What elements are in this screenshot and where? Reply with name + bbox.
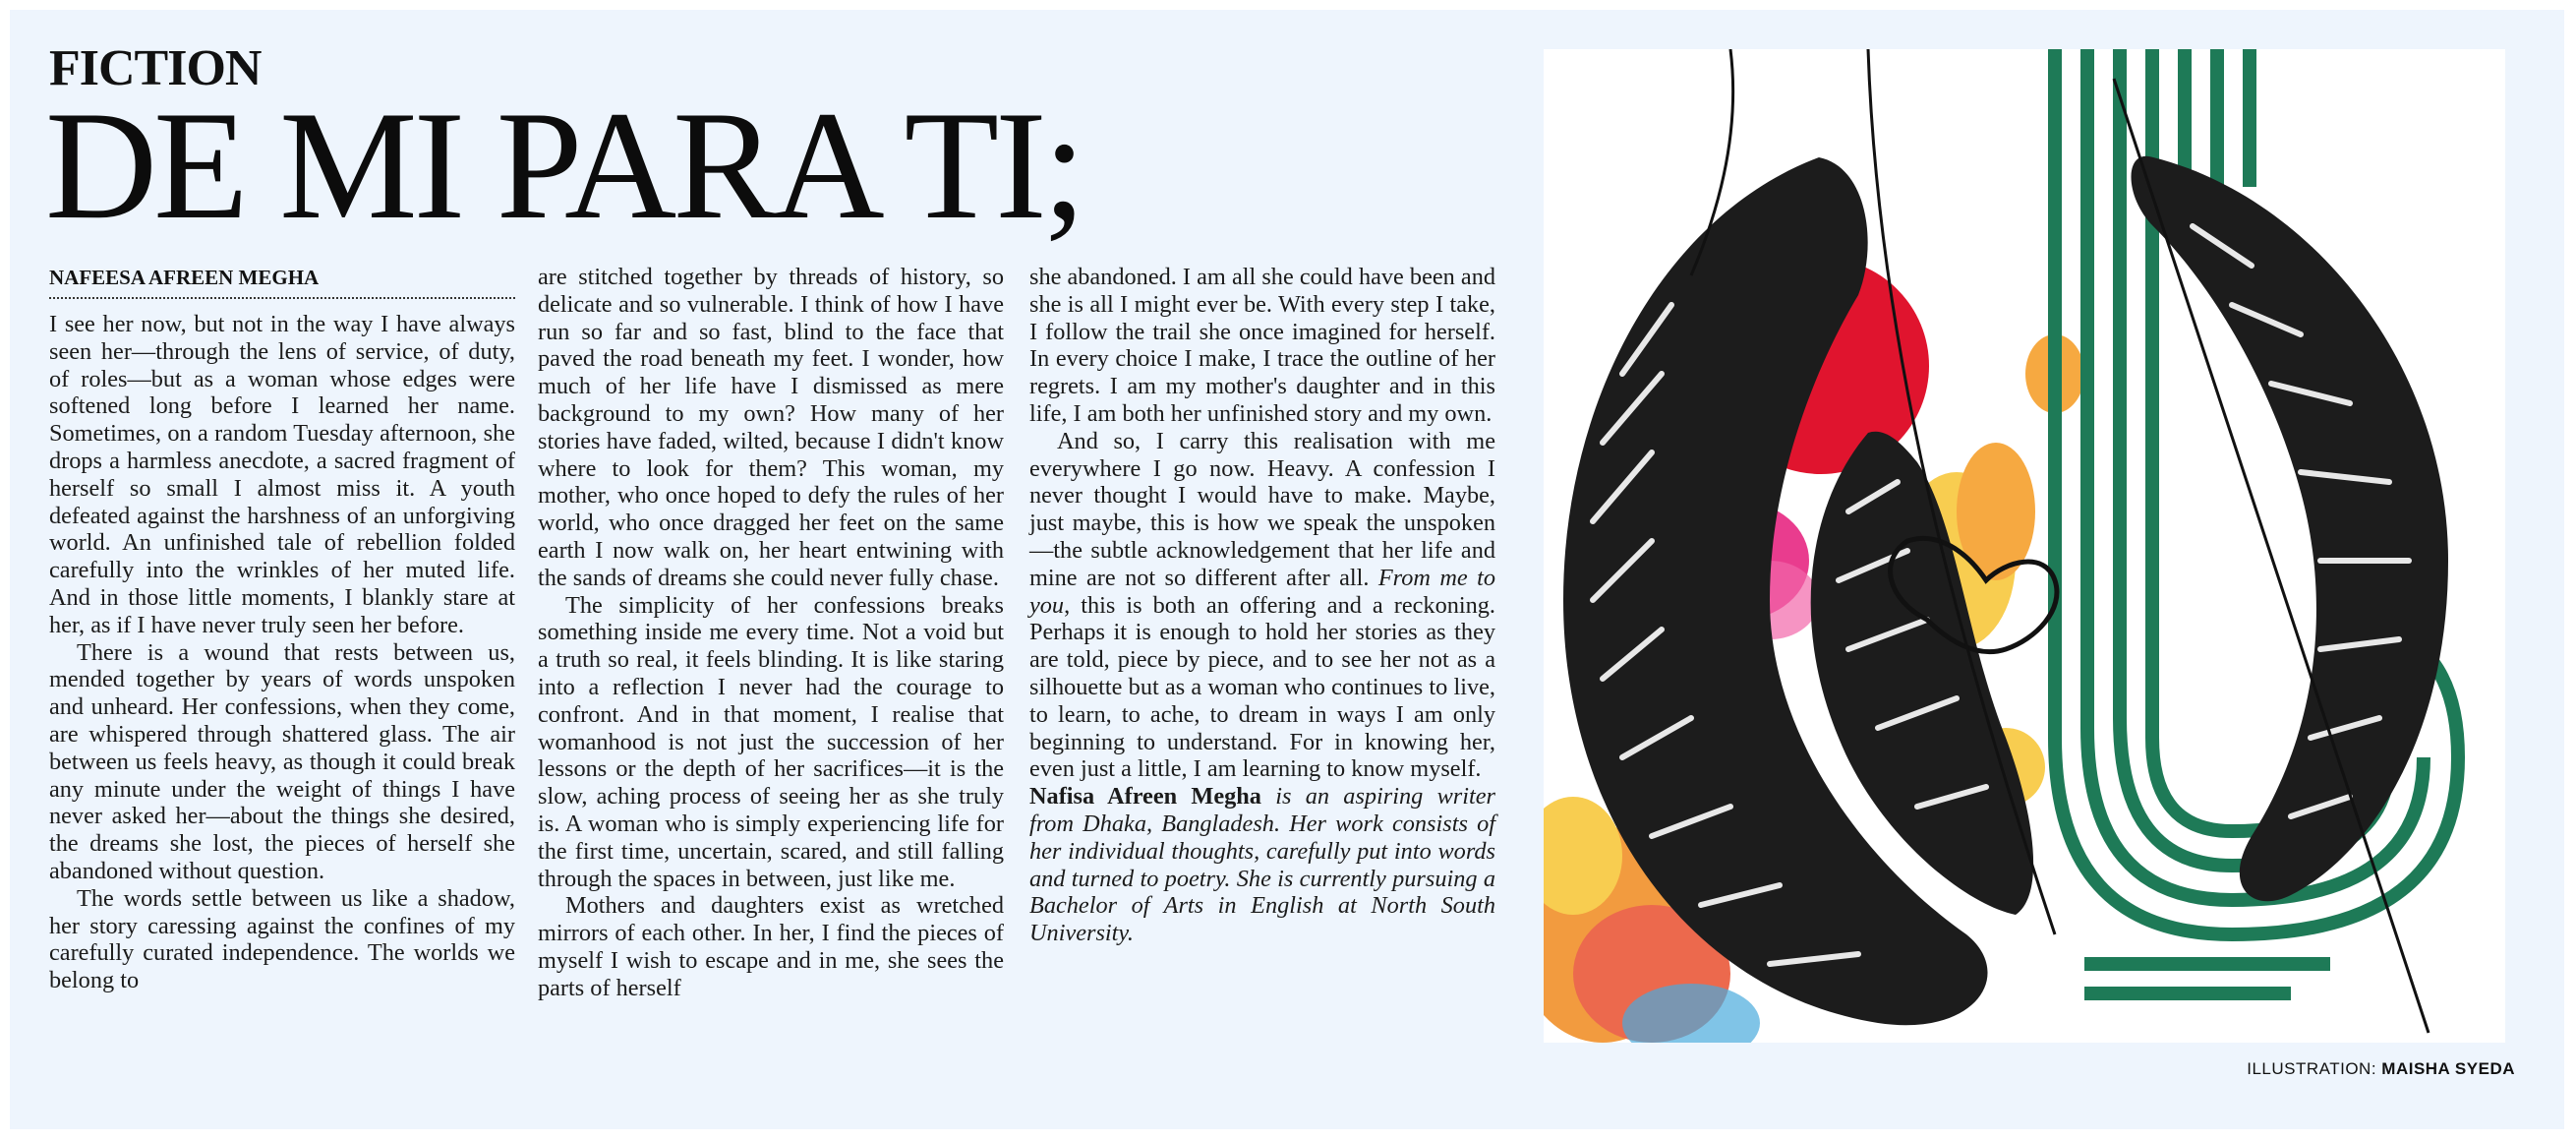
author-bio-text: is an aspiring writer from Dhaka, Bangladesh. Her work consists of her individual thoughts, carefully put into words and turned to poetry. She is currently pursuing a Bachelor of Arts in English at North South University. <box>1029 783 1495 947</box>
paragraph: Mothers and daughters exist as wretched mirrors of each other. In her, I find the pieces of myself I wish to escape and in me, she sees the parts of herself <box>538 892 1004 1001</box>
paragraph: The simplicity of her confessions breaks something inside me every time. Not a void but a truth so real, it feels blinding. It is like staring into a reflection I never had the courage to confront. And in that moment, I realise that womanhood is not just the succession of her lessons or the depth of her sacrifices—it is the slow, aching process of seeing her as she truly is. A woman who is simply experiencing life for the first time, uncertain, scared, and still falling through the spaces in between, just like me. <box>538 591 1004 892</box>
paragraph: she abandoned. I am all she could have been and she is all I might ever be. With every step I take, I follow the trail she once imagined for herself. In every choice I make, I trace the outline of her regrets. I am my mother's daughter and in this life, I am both her unfinished story and my own. <box>1029 264 1495 427</box>
right-wing <box>2132 156 2449 902</box>
paragraph: There is a wound that rests between us, mended together by years of words unspoken and unheard. Her confessions, when they come, are whispered through shattered glass. The air between us feels heavy, as though it could break any minute under the weight of things I have never asked her—about the things she desired, the dreams she lost, the pieces of herself she abandoned without question. <box>49 638 515 884</box>
paragraph: are stitched together by threads of history, so delicate and so vulnerable. I think of how I have run so far and so fast, blind to the face that paved the road beneath my feet. I wonder, how much of her life have I dismissed as mere background to my own? How many of her stories have faded, wilted, because I didn't know where to look for them? This woman, my mother, who once hoped to defy the rules of her world, who once dragged her feet on the same earth I now walk on, her heart entwining with the sands of dreams she could never fully chase. <box>538 264 1004 591</box>
article-column-3 <box>1029 264 1495 947</box>
credit-label: ILLUSTRATION: <box>2247 1059 2382 1078</box>
paragraph-text: , this is both an offering and a reckoning. Perhaps it is enough to hold her stories as they are told, piece by piece, and to see her not as a silhouette but as a woman who continues to live, to learn, to ache, to dream in ways I am only beginning to understand. For in knowing her, even just a little, I am learning to know myself. <box>1029 591 1495 783</box>
author-bio <box>1029 783 1495 947</box>
section-label: FICTION <box>49 40 262 96</box>
italic-phrase: From me to you <box>1029 564 1495 619</box>
illustration <box>1544 49 2505 1043</box>
paragraph-text: And so, I carry this realisation with me everywhere I go now. Heavy. A confession I never thought I would have to make. Maybe, just maybe, this is how we speak the unspoken—the subtle acknowledgement that her life and mine are not so different after all. <box>1029 427 1495 591</box>
illustration-credit <box>2247 1059 2515 1079</box>
illustration-artwork <box>1544 49 2505 1043</box>
paragraph: I see her now, but not in the way I have always seen her—through the lens of service, of duty, of roles—but as a woman whose edges were softened long before I learned her name. Sometimes, on a random Tuesday afternoon, she drops a harmless anecdote, a sacred fragment of herself so small I almost miss it. A youth defeated against the harshness of an unforgiving world. An unfinished tale of rebellion folded carefully into the wrinkles of her muted life. And in those little moments, I blankly stare at her, as if I have never truly seen her before. <box>49 311 515 638</box>
paragraph <box>1029 428 1495 783</box>
article-column-1 <box>49 266 515 994</box>
byline: NAFEESA AFREEN MEGHA <box>49 266 515 299</box>
credit-name: MAISHA SYEDA <box>2381 1059 2515 1078</box>
author-bio-name: Nafisa Afreen Megha <box>1029 783 1261 811</box>
article-column-2 <box>538 264 1004 1002</box>
headline: DE MI PARA TI; <box>45 80 1083 252</box>
paragraph: The words settle between us like a shadow, her story caressing against the confines of my carefully curated independence. The worlds we belong to <box>49 884 515 994</box>
